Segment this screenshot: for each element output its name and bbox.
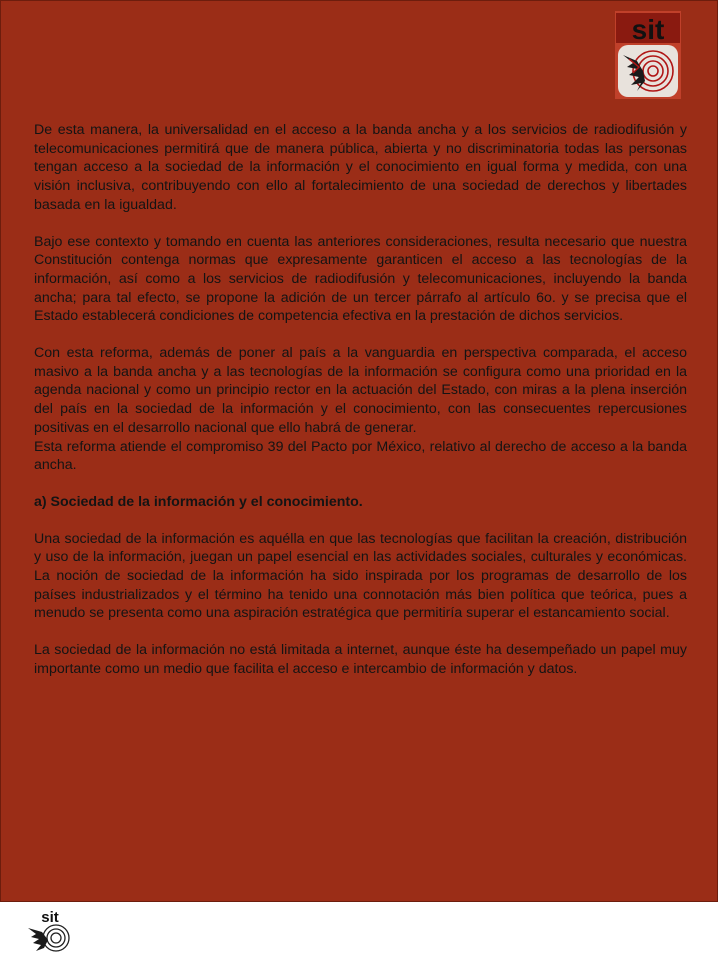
logo-text: sit [631,14,665,45]
paragraph-contexto: Bajo ese contexto y tomando en cuenta las anteriores consideraciones, resulta necesario que nuestra Constitución contenga normas que expresamente garanticen el acceso a las tecnologías de la información, así como a los servicios de radiodifusión y telecomunicaciones, incluyendo la banda ancha; para tal efecto, se propone la adición de un tercer párrafo al artículo 6o. y se precisa que el Estado establecerá condiciones de competencia efectiva en la prestación de dichos servicios. [34,233,687,325]
paragraph-definicion: Una sociedad de la información es aquélla en que las tecnologías que facilitan la creación, distribución y uso de la información, juegan un papel esencial en las actividades sociales, culturales y económicas. La noción de sociedad de la información ha sido inspirada por los programas de desarrollo de los países industrializados y el término ha tenido una connotación más bien política que teórica, pues a menudo se presenta como una aspiración estratégica que permitiría superar el estancamiento social. [34,530,687,622]
paragraph-reforma: Con esta reforma, además de poner al país a la vanguardia en perspectiva comparada, el acceso masivo a la banda ancha y a las tecnologías de la información se configura como una prioridad en la agenda nacional y como un principio rector en la actuación del Estado, con miras a la plena inserción del país en la sociedad de la información y el conocimiento, con las consecuentes repercusiones positivas en el desarrollo nacional que ello habrá de generar. [34,345,687,436]
logo-text: sit [41,909,59,926]
paragraph-compromiso: Esta reforma atiende el compromiso 39 del Pacto por México, relativo al derecho de acceso a la banda ancha. [34,438,687,474]
paragraph-internet: La sociedad de la información no está limitada a internet, aunque éste ha desempeñado un papel muy importante como un medio que facilita el acceso e intercambio de información y datos. [34,642,687,677]
section-heading: a) Sociedad de la información y el conocimiento. [34,493,363,510]
sit-logo-footer [24,908,76,954]
paragraph-universalidad: De esta manera, la universalidad en el acceso a la banda ancha y a los servicios de radiodifusión y telecomunicaciones permitirá que de manera pública, abierta y no discriminatoria todas las personas tengan acceso a la sociedad de la información y el conocimiento en igual forma y medida, con una visión inclusiva, contribuyendo con ello al fortalecimiento de una sociedad de derechos y libertades basada en la igualdad. [34,122,687,213]
document-body [34,121,687,679]
sit-logo [615,11,681,99]
